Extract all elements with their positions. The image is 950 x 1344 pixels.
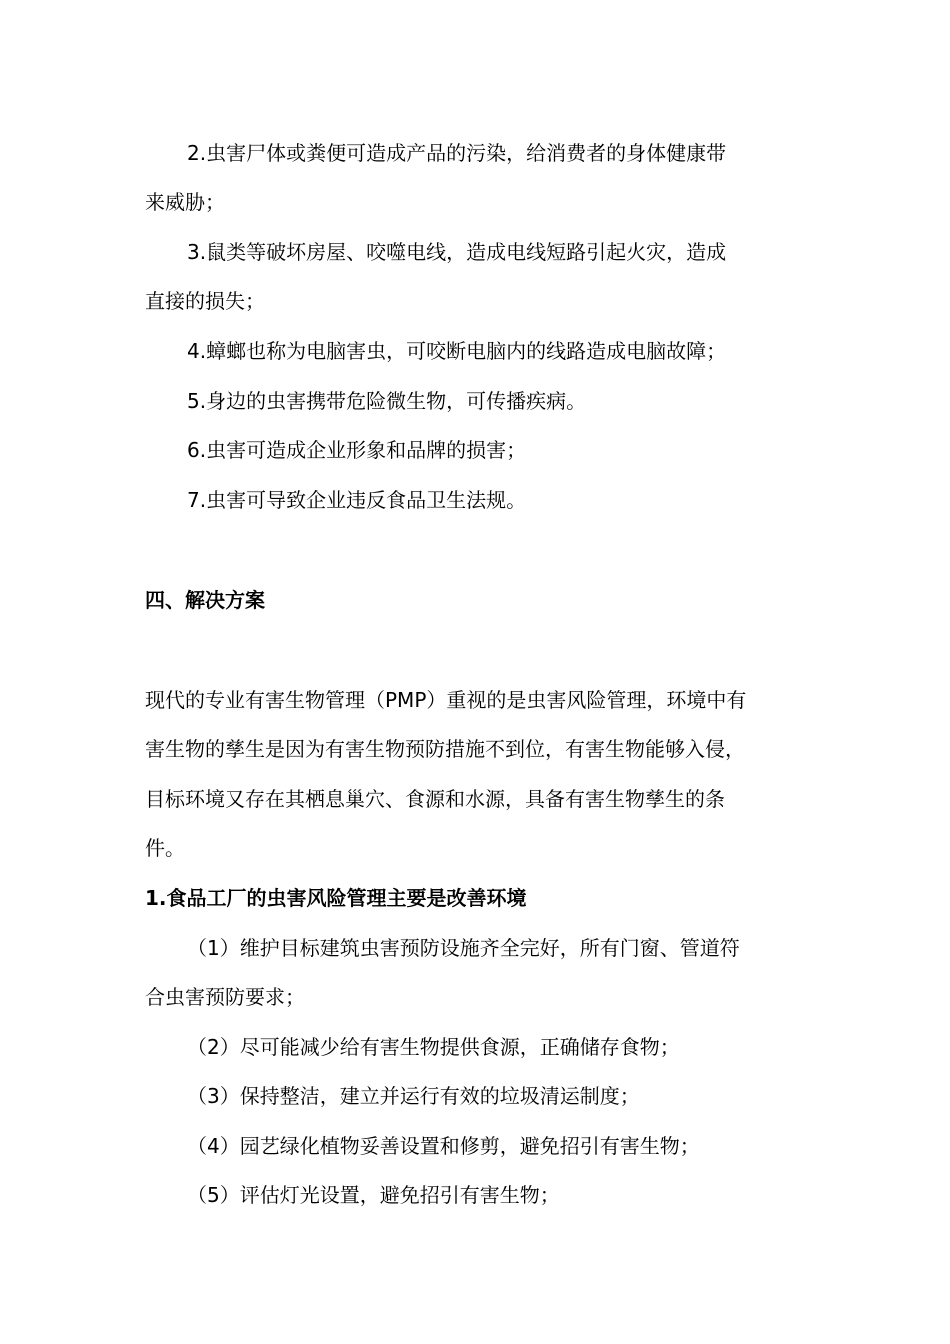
subitem-3: （3）保持整洁，建立并运行有效的垃圾清运制度； bbox=[187, 1084, 640, 1108]
subitem-1-line-1: （1）维护目标建筑虫害预防设施齐全完好，所有门窗、管道符 bbox=[187, 936, 740, 960]
item-5: 5.身边的虫害携带危险微生物，可传播疾病。 bbox=[187, 389, 587, 413]
item-4: 4.蟑螂也称为电脑害虫，可咬断电脑内的线路造成电脑故障； bbox=[187, 339, 727, 363]
subitem-1-line-2: 合虫害预防要求； bbox=[145, 985, 305, 1009]
subitem-4: （4）园艺绿化植物妥善设置和修剪，避免招引有害生物； bbox=[187, 1134, 700, 1158]
item-2-line-2: 来威胁； bbox=[145, 190, 225, 214]
section-4-paragraph-line-1: 现代的专业有害生物管理（PMP）重视的是虫害风险管理，环境中有 bbox=[145, 688, 747, 712]
section-4-paragraph-line-4: 件。 bbox=[145, 836, 185, 860]
section-4-paragraph-line-2: 害生物的孳生是因为有害生物预防措施不到位，有害生物能够入侵， bbox=[145, 737, 745, 761]
subitem-2: （2）尽可能减少给有害生物提供食源，正确储存食物； bbox=[187, 1035, 680, 1059]
item-2-line-1: 2.虫害尸体或粪便可造成产品的污染，给消费者的身体健康带 bbox=[187, 141, 727, 165]
subitem-5: （5）评估灯光设置，避免招引有害生物； bbox=[187, 1183, 560, 1207]
item-6: 6.虫害可造成企业形象和品牌的损害； bbox=[187, 438, 527, 462]
section-4-heading: 四、解决方案 bbox=[145, 588, 265, 612]
item-7: 7.虫害可导致企业违反食品卫生法规。 bbox=[187, 488, 527, 512]
section-4-paragraph-line-3: 目标环境又存在其栖息巢穴、食源和水源，具备有害生物孳生的条 bbox=[145, 787, 725, 811]
subsection-1-heading: 1.食品工厂的虫害风险管理主要是改善环境 bbox=[145, 886, 527, 910]
item-3-line-1: 3.鼠类等破坏房屋、咬噬电线，造成电线短路引起火灾，造成 bbox=[187, 240, 727, 264]
item-3-line-2: 直接的损失； bbox=[145, 289, 265, 313]
